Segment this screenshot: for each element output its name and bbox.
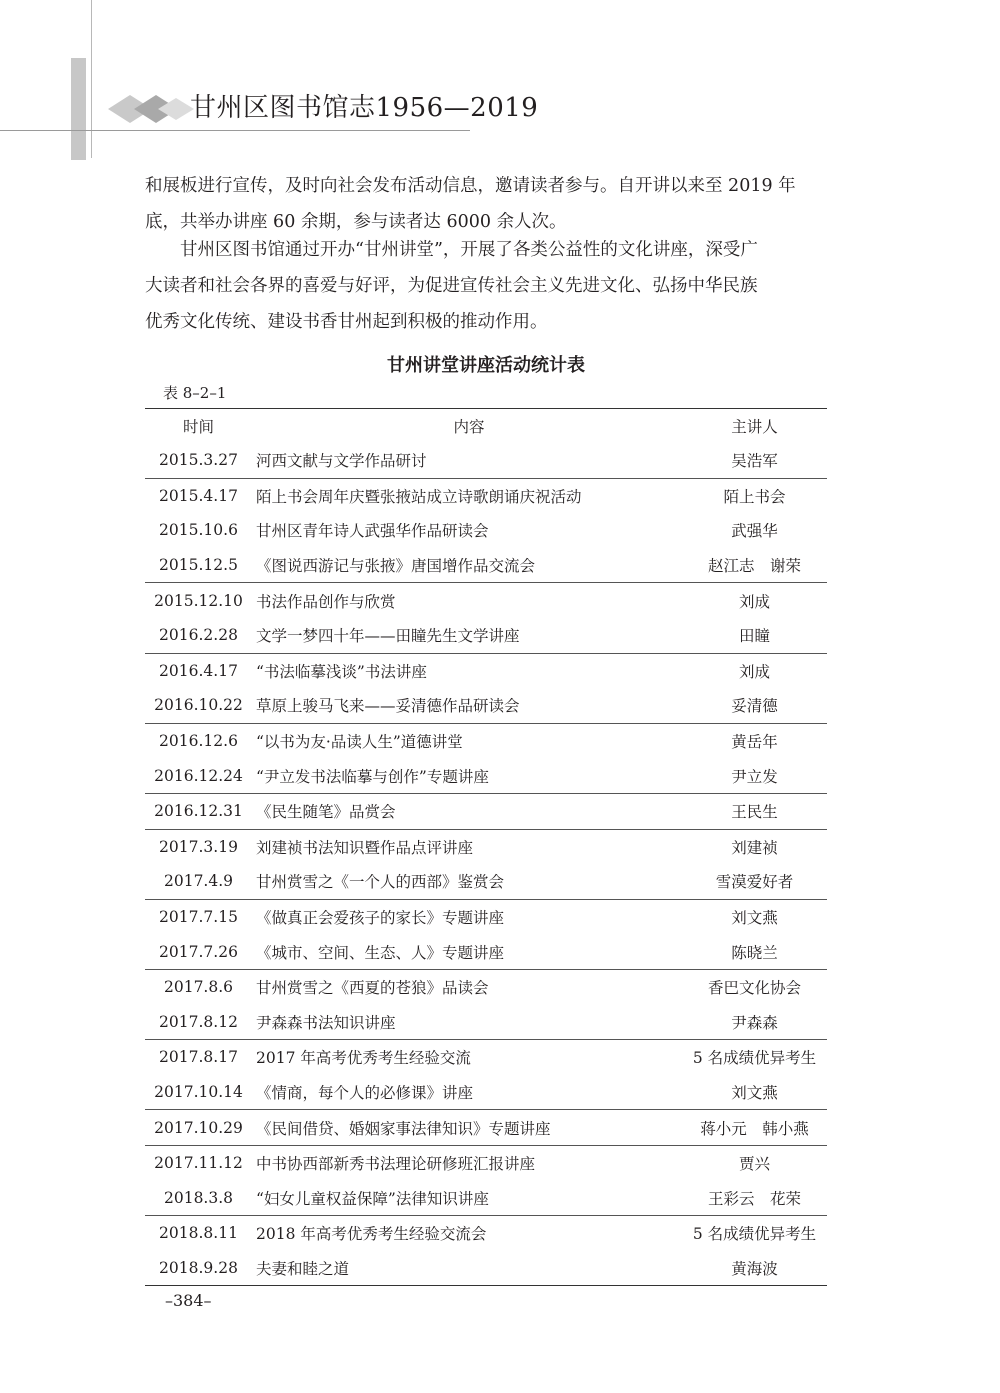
row-speaker: 贾兴: [738, 1155, 770, 1174]
table-row: [145, 1180, 827, 1215]
row-content: 《做真正会爱孩子的家长》专题讲座: [256, 909, 505, 928]
row-date: 2015.12.5: [159, 556, 238, 575]
row-content: “以书为友·品读人生”道德讲堂: [256, 733, 463, 752]
row-content: 《民间借贷、婚姻家事法律知识》专题讲座: [256, 1119, 551, 1138]
row-content: 尹森森书法知识讲座: [256, 1013, 396, 1032]
paragraph-1-line-2: 底，共举办讲座 60 余期，参与读者达 6000 余人次。: [145, 212, 567, 232]
header-rule: [0, 130, 470, 131]
table-row: [145, 548, 827, 583]
row-date: 2016.12.31: [154, 802, 243, 821]
row-date: 2017.10.14: [154, 1082, 243, 1101]
table-row: [145, 1216, 827, 1251]
table-row: [145, 618, 827, 653]
paragraph-2-line-2: 大读者和社会各界的喜爱与好评，为促进宣传社会主义先进文化、弘扬中华民族: [145, 276, 758, 296]
row-date: 2017.7.15: [159, 908, 238, 927]
header-content: 内容: [453, 418, 485, 436]
row-date: 2018.9.28: [159, 1258, 238, 1277]
row-content: 甘州区青年诗人武强华作品研读会: [256, 522, 489, 541]
row-speaker: 吴浩军: [731, 452, 778, 471]
row-content: 《图说西游记与张掖》唐国增作品交流会: [256, 557, 536, 576]
row-date: 2018.8.11: [159, 1224, 238, 1243]
row-date: 2017.10.29: [154, 1118, 243, 1137]
row-content: “书法临摹浅谈”书法讲座: [256, 662, 427, 681]
row-speaker: 刘成: [738, 662, 770, 681]
table-row: [145, 583, 827, 618]
row-date: 2015.4.17: [159, 486, 238, 505]
row-content: 陌上书会周年庆暨张掖站成立诗歌朗诵庆祝活动: [256, 487, 582, 506]
row-speaker: 妥清德: [731, 697, 778, 716]
row-speaker: 5 名成绩优异考生: [692, 1049, 817, 1068]
row-content: 文学一梦四十年——田瞳先生文学讲座: [256, 627, 520, 646]
table-row: [145, 864, 827, 899]
table-header-row: [145, 409, 827, 444]
table-row: [145, 688, 827, 723]
row-speaker: 武强华: [731, 522, 778, 541]
table-row: [145, 513, 827, 548]
row-date: 2017.11.12: [154, 1154, 243, 1173]
row-speaker: 田瞳: [738, 627, 770, 646]
row-content: 《情商，每个人的必修课》讲座: [256, 1083, 474, 1102]
table-title: 甘州讲堂讲座活动统计表: [387, 355, 585, 376]
paragraph-2-line-1: 甘州区图书馆通过开办“甘州讲堂”，开展了各类公益性的文化讲座，深受广: [145, 240, 758, 260]
row-content: 书法作品创作与欣赏: [256, 592, 396, 611]
table-row: [145, 934, 827, 969]
row-speaker: 刘文燕: [731, 1083, 778, 1102]
paragraph-1-line-1: 和展板进行宣传，及时向社会发布活动信息，邀请读者参与。自开讲以来至 2019 年: [145, 176, 796, 196]
table-row: [145, 793, 827, 829]
row-date: 2015.12.10: [154, 591, 243, 610]
row-speaker: 陈晓兰: [731, 943, 778, 962]
row-date: 2018.3.8: [163, 1188, 234, 1207]
row-content: 《城市、空间、生态、人》专题讲座: [256, 943, 505, 962]
row-date: 2017.8.6: [163, 978, 234, 997]
row-date: 2016.4.17: [159, 661, 238, 680]
row-date: 2016.10.22: [154, 696, 243, 715]
row-date: 2017.7.26: [159, 942, 238, 961]
header-decor-line: [91, 0, 92, 158]
row-content: 草原上骏马飞来——妥清德作品研读会: [256, 697, 520, 716]
table-row: [145, 1040, 827, 1075]
table-row: [145, 758, 827, 793]
table-row: [145, 1075, 827, 1110]
table-row: [145, 478, 827, 513]
table-row: [145, 1251, 827, 1286]
row-speaker: 刘文燕: [731, 909, 778, 928]
paragraph-1: [145, 168, 831, 240]
row-content: “尹立发书法临摹与创作”专题讲座: [256, 767, 489, 786]
row-speaker: 黄海波: [731, 1259, 778, 1278]
table-row: [145, 443, 827, 478]
table-row: [145, 1145, 827, 1180]
table-row: [145, 1005, 827, 1040]
row-date: 2015.3.27: [159, 451, 238, 470]
row-content: 河西文献与文学作品研讨: [256, 452, 427, 471]
row-content: 《民生随笔》品赏会: [256, 803, 396, 822]
row-date: 2016.2.28: [159, 626, 238, 645]
table-row: [145, 899, 827, 934]
row-speaker: 5 名成绩优异考生: [692, 1225, 817, 1244]
row-content: 2018 年高考优秀考生经验交流会: [256, 1225, 487, 1244]
row-content: 刘建祯书法知识暨作品点评讲座: [256, 838, 474, 857]
row-speaker: 尹立发: [731, 767, 778, 786]
header-decor-bar: [71, 58, 86, 160]
header-speaker: 主讲人: [731, 418, 778, 436]
row-speaker: 黄岳年: [731, 733, 778, 752]
row-date: 2017.8.17: [159, 1048, 238, 1067]
paragraph-2-line-3: 优秀文化传统、建设书香甘州起到积极的推动作用。: [145, 312, 548, 332]
row-content: 甘州赏雪之《一个人的西部》鉴赏会: [256, 873, 505, 892]
page-number: –384–: [165, 1291, 212, 1310]
lecture-table: [145, 408, 827, 1286]
table-number: 表 8–2–1: [163, 384, 227, 402]
running-header-title: 甘州区图书馆志1956—2019: [190, 93, 539, 123]
row-speaker: 王民生: [731, 803, 778, 822]
row-content: 甘州赏雪之《西夏的苍狼》品读会: [256, 979, 489, 998]
header-diamonds-icon: [108, 93, 196, 125]
row-content: 夫妻和睦之道: [256, 1259, 350, 1278]
row-speaker: 刘成: [738, 592, 770, 611]
table-row: [145, 653, 827, 688]
table-row: [145, 723, 827, 758]
table-row: [145, 829, 827, 864]
table-row: [145, 969, 827, 1004]
row-date: 2016.12.24: [154, 766, 243, 785]
row-date: 2017.3.19: [159, 837, 238, 856]
paragraph-2: [145, 232, 831, 340]
table-row: [145, 1110, 827, 1146]
row-speaker: 蒋小元 韩小燕: [700, 1119, 809, 1138]
row-content: “妇女儿童权益保障”法律知识讲座: [256, 1189, 489, 1208]
row-speaker: 香巴文化协会: [707, 979, 801, 998]
row-speaker: 刘建祯: [731, 838, 778, 857]
row-content: 2017 年高考优秀考生经验交流: [256, 1049, 471, 1068]
row-date: 2015.10.6: [159, 521, 238, 540]
row-date: 2017.8.12: [159, 1012, 238, 1031]
row-speaker: 雪漠爱好者: [715, 873, 794, 892]
row-date: 2017.4.9: [163, 872, 234, 891]
row-speaker: 王彩云 花荣: [707, 1189, 801, 1208]
row-content: 中书协西部新秀书法理论研修班汇报讲座: [256, 1155, 536, 1174]
row-date: 2016.12.6: [159, 732, 238, 751]
row-speaker: 赵江志 谢荣: [707, 557, 801, 576]
row-speaker: 尹森森: [731, 1013, 778, 1032]
header-date: 时间: [182, 418, 214, 436]
row-speaker: 陌上书会: [723, 487, 786, 506]
